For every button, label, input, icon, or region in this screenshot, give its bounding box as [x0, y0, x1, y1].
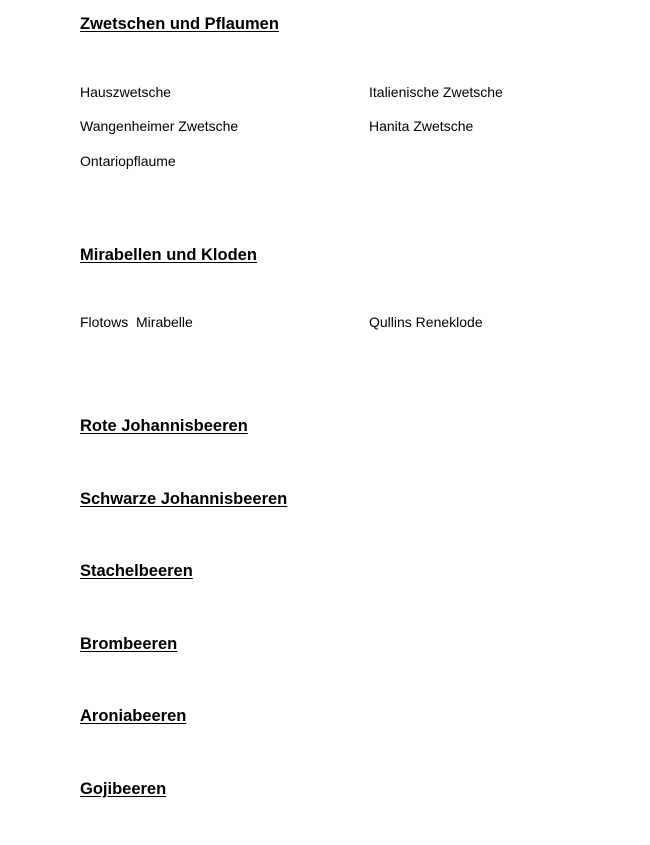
section-heading-brombeeren: Brombeeren — [80, 635, 178, 653]
section-heading-schwarze-johannisbeeren: Schwarze Johannisbeeren — [80, 490, 288, 508]
variety-item: Hanita Zwetsche — [369, 118, 474, 134]
section-heading-mirabellen: Mirabellen und Kloden — [80, 246, 257, 264]
section-heading-gojibeeren: Gojibeeren — [80, 780, 167, 798]
variety-item: Wangenheimer Zwetsche — [80, 118, 239, 134]
variety-item: Ontariopflaume — [80, 153, 176, 169]
variety-item: Qullins Reneklode — [369, 314, 483, 330]
section-heading-zwetschen: Zwetschen und Pflaumen — [80, 15, 279, 33]
variety-item: Italienische Zwetsche — [369, 84, 503, 100]
variety-item: Hauszwetsche — [80, 84, 172, 100]
variety-item: Flotows Mirabelle — [80, 314, 193, 330]
section-heading-rote-johannisbeeren: Rote Johannisbeeren — [80, 417, 248, 435]
section-heading-stachelbeeren: Stachelbeeren — [80, 562, 193, 580]
section-heading-aroniabeeren: Aroniabeeren — [80, 707, 187, 725]
